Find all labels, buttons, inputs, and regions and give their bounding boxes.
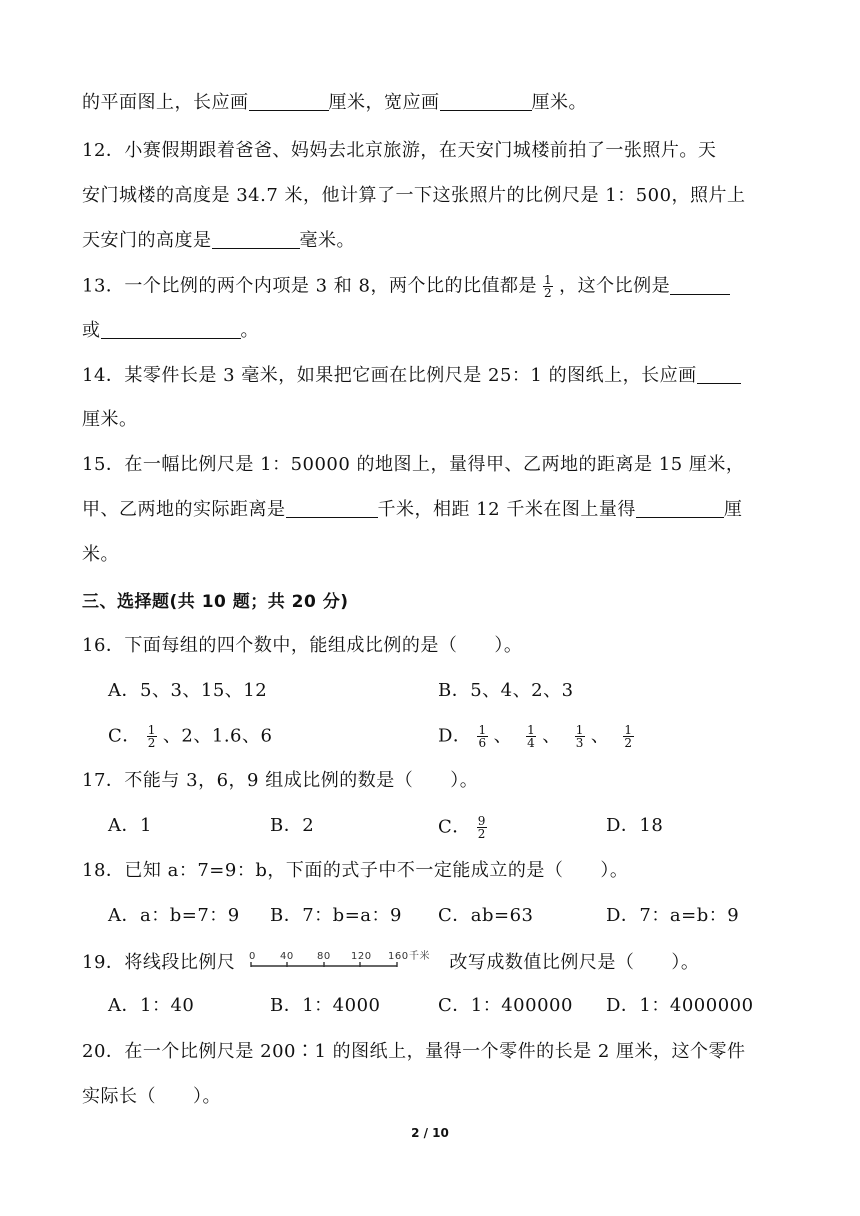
- q17-option-d[interactable]: D．18: [606, 815, 664, 836]
- q16-option-c[interactable]: [108, 724, 272, 749]
- q18-stem: 18．已知 a：7=9：b，下面的式子中不一定能成立的是（ ）。: [82, 860, 629, 881]
- q19-option-c[interactable]: C．1：400000: [438, 995, 573, 1016]
- scale-label: 0: [249, 951, 257, 962]
- fraction: [623, 724, 633, 749]
- q19-text-a: 19．将线段比例尺: [82, 952, 236, 973]
- q11-text-b: 厘米，宽应画: [328, 92, 440, 113]
- fraction: [477, 724, 487, 749]
- q14-text: 14．某零件长是 3 毫米，如果把它画在比例尺是 25：1 的图纸上，长应画: [82, 365, 697, 386]
- q15-line-3: 米。: [82, 544, 119, 565]
- page-number: 2 / 10: [411, 1126, 449, 1140]
- fraction-denominator: 2: [543, 286, 553, 300]
- q13-text-end: 。: [240, 320, 259, 341]
- q15-text-a: 甲、乙两地的实际距离是: [82, 499, 286, 520]
- q20-line-1: 20．在一个比例尺是 200∶1 的图纸上，量得一个零件的长是 2 厘米，这个零件: [82, 1041, 746, 1062]
- q13-text-or: 或: [82, 320, 101, 341]
- q12-line-3: [82, 230, 355, 252]
- q13-text-b: ，这个比例是: [559, 275, 671, 297]
- q15-line-1: 15．在一幅比例尺是 1：50000 的地图上，量得甲、乙两地的距离是 15 厘米，: [82, 454, 745, 475]
- fraction-numerator: 1: [147, 723, 156, 737]
- q14-line-1: [82, 365, 741, 387]
- q16-option-b[interactable]: B．5、4、2、3: [438, 680, 574, 701]
- option-letter: D．: [438, 725, 472, 747]
- q16-option-a[interactable]: A．5、3、15、12: [108, 680, 268, 701]
- fraction-denominator: 2: [147, 736, 156, 750]
- q17-option-a[interactable]: A．1: [108, 815, 152, 836]
- fraction: [575, 724, 585, 749]
- answer-blank[interactable]: [249, 92, 329, 111]
- scale-label: 160: [388, 951, 409, 962]
- section-title: 三、选择题(共 10 题；共 20 分): [82, 592, 349, 612]
- q15-line-2: [82, 499, 742, 521]
- answer-blank[interactable]: [440, 92, 532, 111]
- q13-line-2: [82, 320, 259, 342]
- q16-option-d[interactable]: [438, 724, 640, 749]
- q13-line-1: [82, 274, 730, 299]
- q12-line-1: 12．小赛假期跟着爸爸、妈妈去北京旅游，在天安门城楼前拍了一张照片。天: [82, 140, 717, 161]
- q16-stem: 16．下面每组的四个数中，能组成比例的是（ ）。: [82, 635, 523, 656]
- option-letter: C．: [438, 816, 471, 838]
- q18-option-d[interactable]: D．7：a=b：9: [606, 905, 740, 926]
- q17-option-c[interactable]: [438, 815, 493, 840]
- q11-line: [82, 92, 587, 114]
- fraction-numerator: 9: [477, 814, 486, 828]
- fraction: [543, 274, 553, 299]
- q19-option-d[interactable]: D．1：4000000: [606, 995, 754, 1016]
- fraction-numerator: 1: [575, 723, 584, 737]
- option-letter: C．: [108, 725, 141, 747]
- fraction: [526, 724, 536, 749]
- scale-label: 120: [351, 951, 372, 962]
- fraction: [147, 724, 157, 749]
- fraction-numerator: 1: [527, 723, 536, 737]
- answer-blank[interactable]: [670, 276, 730, 295]
- q17-option-b[interactable]: B．2: [270, 815, 315, 836]
- answer-blank[interactable]: [101, 320, 241, 339]
- q15-text-b: 千米，相距 12 千米在图上量得: [377, 499, 636, 520]
- fraction-denominator: 2: [624, 736, 633, 750]
- fraction-denominator: 3: [575, 736, 584, 750]
- option-text: 、2、1.6、6: [162, 725, 273, 747]
- q20-line-2: 实际长（ ）。: [82, 1086, 221, 1107]
- line-scale-figure: [247, 950, 437, 972]
- fraction-numerator: 1: [624, 723, 633, 737]
- scale-label: 40: [280, 951, 295, 962]
- q11-text-a: 的平面图上，长应画: [82, 92, 249, 113]
- answer-blank[interactable]: [212, 230, 300, 249]
- separator: 、: [493, 725, 513, 747]
- answer-blank[interactable]: [636, 499, 724, 518]
- q12-text-b: 毫米。: [299, 230, 355, 251]
- q17-stem: 17．不能与 3，6，9 组成比例的数是（ ）。: [82, 770, 479, 791]
- q18-option-c[interactable]: C．ab=63: [438, 905, 534, 926]
- q12-text-a: 天安门的高度是: [82, 230, 212, 251]
- answer-blank[interactable]: [286, 499, 378, 518]
- fraction-numerator: 1: [478, 723, 487, 737]
- fraction-denominator: 6: [478, 736, 487, 750]
- q19-stem: [82, 950, 699, 974]
- q19-text-b: 改写成数值比例尺是（ ）。: [449, 952, 700, 973]
- answer-blank[interactable]: [697, 365, 741, 384]
- q19-option-a[interactable]: A．1：40: [108, 995, 195, 1016]
- q18-option-b[interactable]: B．7：b=a：9: [270, 905, 402, 926]
- separator: 、: [542, 725, 561, 747]
- q11-text-c: 厘米。: [531, 92, 587, 113]
- fraction: [477, 815, 487, 840]
- q13-text-a: 13．一个比例的两个内项是 3 和 8，两个比的比值都是: [82, 275, 537, 297]
- fraction-denominator: 2: [477, 827, 486, 841]
- fraction-denominator: 4: [527, 736, 536, 750]
- q18-option-a[interactable]: A．a：b=7：9: [108, 905, 240, 926]
- scale-unit: 千米: [409, 951, 431, 962]
- q15-text-c: 厘: [723, 499, 743, 520]
- q19-option-b[interactable]: B．1：4000: [270, 995, 381, 1016]
- separator: 、: [590, 725, 610, 747]
- fraction-numerator: 1: [543, 273, 553, 287]
- scale-label: 80: [317, 951, 332, 962]
- q12-line-2: 安门城楼的高度是 34.7 米，他计算了一下这张照片的比例尺是 1：500，照片上: [82, 185, 746, 206]
- q14-line-2: 厘米。: [82, 409, 138, 430]
